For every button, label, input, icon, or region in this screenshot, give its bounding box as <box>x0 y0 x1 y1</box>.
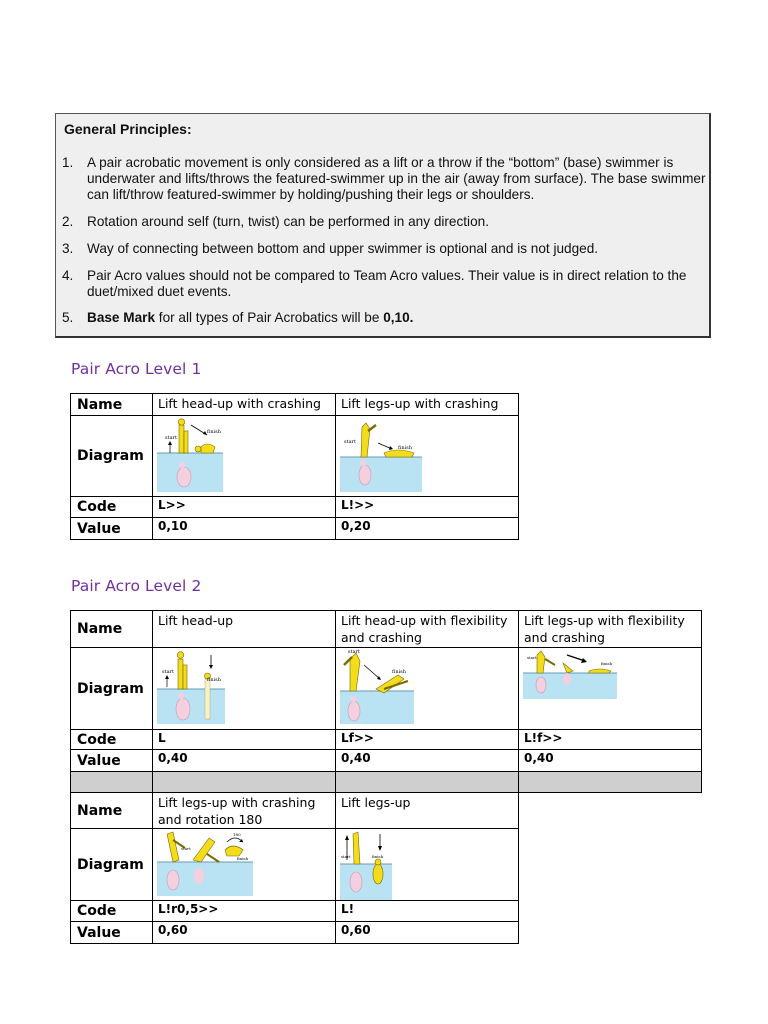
principle-number: 4. <box>62 268 74 283</box>
principle-item <box>62 155 706 203</box>
principle-text: Rotation around self (turn, twist) can be performed in any direction. <box>87 214 489 229</box>
move-value: 0,60 <box>153 922 336 944</box>
move-name: Lift legs-up <box>336 793 519 829</box>
row-label-name: Name <box>71 394 153 416</box>
empty-cell <box>519 793 702 829</box>
diagram-label-finish: finish <box>398 445 412 451</box>
row-label-code: Code <box>71 730 153 750</box>
move-code: Lf>> <box>336 730 519 750</box>
row-label-diagram: Diagram <box>71 648 153 730</box>
table-row <box>71 922 702 944</box>
principle-text <box>87 310 706 326</box>
move-value: 0,40 <box>519 750 702 772</box>
principle-item <box>62 268 706 300</box>
diagram-label-finish: finish <box>601 661 613 666</box>
base-mark-value: 0,10. <box>383 310 414 325</box>
row-label-name: Name <box>71 611 153 648</box>
row-label-value: Value <box>71 518 153 540</box>
diagram-label-start: start <box>344 439 356 445</box>
principle-number: 2. <box>62 214 74 229</box>
move-value: 0,40 <box>153 750 336 772</box>
principle-text: Way of connecting between bottom and upper swimmer is optional and is not judged. <box>87 241 599 256</box>
diagram-label-finish: finish <box>207 677 221 683</box>
table-row <box>71 750 702 772</box>
diagram-label-start: start <box>165 435 177 441</box>
principle-number: 1. <box>62 155 74 170</box>
lift-diagram <box>157 830 253 896</box>
move-code: L!r0,5>> <box>153 901 336 922</box>
divider-row <box>71 772 702 793</box>
diagram-cell <box>153 648 336 730</box>
level1-table <box>70 393 519 540</box>
level2-title: Pair Acro Level 2 <box>71 577 202 595</box>
divider-cell <box>153 772 336 793</box>
diagram-cell <box>153 416 336 497</box>
diagram-label-start: start <box>341 854 351 859</box>
diagram-label-180: 180 <box>233 832 241 837</box>
principle-item <box>62 241 706 257</box>
base-mark-label: Base Mark <box>87 310 156 325</box>
diagram-label-start: start <box>181 846 191 851</box>
row-label-code: Code <box>71 497 153 518</box>
table-row <box>71 518 519 540</box>
row-label-value: Value <box>71 922 153 944</box>
diagram-cell <box>153 829 336 901</box>
principle-text: Pair Acro values should not be compared to Team Acro values. Their value is in direct relation to the duet/mixed duet events. <box>87 268 687 299</box>
row-label-name: Name <box>71 793 153 829</box>
principle-item <box>62 310 706 326</box>
general-principles-box <box>55 113 711 338</box>
move-value: 0,60 <box>336 922 519 944</box>
lift-diagram <box>340 830 392 900</box>
level1-title: Pair Acro Level 1 <box>71 360 202 378</box>
move-name: Lift legs-up with crashing and rotation 180 <box>153 793 336 829</box>
lift-diagram <box>340 649 414 724</box>
move-code: L! <box>336 901 519 922</box>
base-mark-text: for all types of Pair Acrobatics will be <box>155 310 384 325</box>
empty-cell <box>519 922 702 944</box>
lift-diagram <box>340 417 422 492</box>
divider-cell <box>336 772 519 793</box>
move-name: Lift head-up with flexibility and crashing <box>336 611 519 648</box>
move-code: L <box>153 730 336 750</box>
principle-item <box>62 214 706 230</box>
diagram-label-start: start <box>162 669 174 675</box>
move-value: 0,40 <box>336 750 519 772</box>
diagram-cell <box>336 416 519 497</box>
move-name: Lift head-up with crashing <box>153 394 336 416</box>
diagram-cell <box>519 648 702 730</box>
table-row <box>71 611 702 648</box>
diagram-cell <box>336 648 519 730</box>
move-code: L!f>> <box>519 730 702 750</box>
move-name: Lift legs-up with crashing <box>336 394 519 416</box>
diagram-label-start: start <box>527 655 537 660</box>
diagram-label-start: start <box>348 649 360 655</box>
move-value: 0,10 <box>153 518 336 540</box>
lift-diagram <box>523 649 617 699</box>
row-label-value: Value <box>71 750 153 772</box>
empty-cell <box>519 829 702 901</box>
diagram-label-finish: finish <box>207 429 221 435</box>
principle-number: 5. <box>62 310 74 325</box>
table-row <box>71 793 702 829</box>
move-name: Lift legs-up with flexibility and crashing <box>519 611 702 648</box>
move-name: Lift head-up <box>153 611 336 648</box>
divider-cell <box>519 772 702 793</box>
empty-cell <box>519 901 702 922</box>
table-row <box>71 648 702 730</box>
diagram-cell <box>336 829 519 901</box>
table-row <box>71 829 702 901</box>
lift-diagram <box>157 649 225 724</box>
row-label-diagram: Diagram <box>71 829 153 901</box>
divider-cell <box>71 772 153 793</box>
move-code: L>> <box>153 497 336 518</box>
diagram-label-finish: finish <box>372 854 384 859</box>
table-row <box>71 730 702 750</box>
principles-title: General Principles: <box>64 121 192 137</box>
principle-text: A pair acrobatic movement is only considered as a lift or a throw if the “bottom” (base) swimmer is underwater and lifts/throws the featured-swimmer up in the air (away from surface). The base swimmer can lift/throw featured-swimmer by holding/pushing their legs or shoulders. <box>87 155 706 202</box>
principle-number: 3. <box>62 241 74 256</box>
move-value: 0,20 <box>336 518 519 540</box>
diagram-label-finish: finish <box>392 669 406 675</box>
diagram-label-finish: finish <box>237 856 249 861</box>
level2-table <box>70 610 702 944</box>
row-label-code: Code <box>71 901 153 922</box>
move-code: L!>> <box>336 497 519 518</box>
row-label-diagram: Diagram <box>71 416 153 497</box>
table-row <box>71 497 519 518</box>
lift-diagram <box>157 417 223 492</box>
table-row <box>71 416 519 497</box>
table-row <box>71 901 702 922</box>
table-row <box>71 394 519 416</box>
